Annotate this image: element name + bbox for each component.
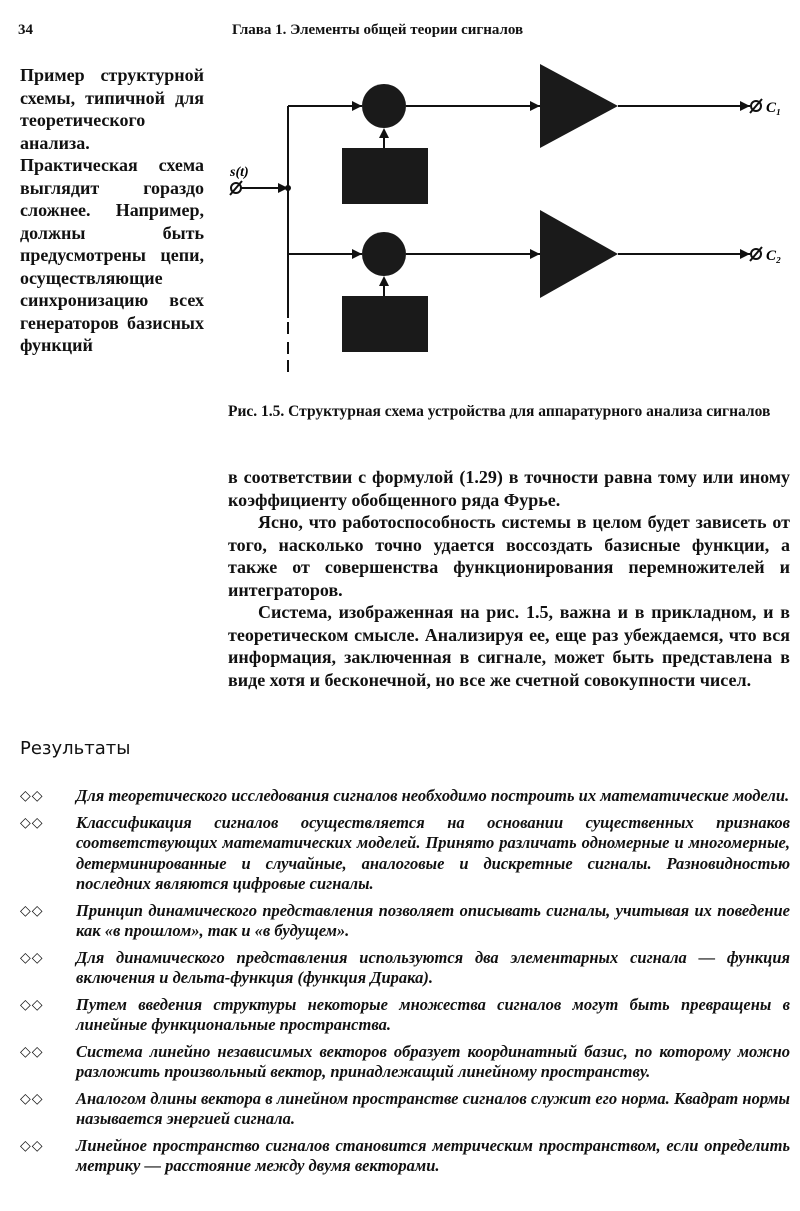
result-text: Путем введения структуры некоторые множества сигналов могут быть превращены в линейные функциональные пространства. — [76, 994, 790, 1034]
body-paragraph: в соответствии с формулой (1.29) в точности равна тому или иному коэффициенту обобщенного ряда Фурье. — [228, 467, 790, 510]
basis-generator-1 — [342, 148, 428, 204]
integrator-1 — [540, 64, 618, 148]
basis-generator-2 — [342, 296, 428, 352]
running-title: Глава 1. Элементы общей теории сигналов — [232, 22, 524, 38]
result-text: Принцип динамического представления позволяет описывать сигналы, учитывая их поведение как «в прошлом», так и «в будущем». — [76, 900, 790, 940]
result-item — [20, 786, 790, 807]
result-text: Классификация сигналов осуществляется на основании существенных признаков соответствующих математических моделей. Принято различать одномерные и многомерные, детерминированные и случайные, аналоговые и дискретные сигналы. Разновидностью последних являются цифровые сигналы. — [76, 812, 790, 893]
result-item — [20, 1042, 790, 1083]
result-text: Система линейно независимых векторов образует координатный базис, по которому можно разложить произвольный вектор, принадлежащий линейному пространству. — [76, 1041, 790, 1081]
input-label: s(t) — [230, 165, 249, 180]
result-item — [20, 1136, 790, 1177]
block-diagram-svg — [220, 58, 800, 378]
diamond-bullet-icon: ◇◇ — [20, 814, 44, 831]
figure-caption: Рис. 1.5. Структурная схема устройства для аппаратурного анализа сигналов — [228, 403, 771, 420]
output-label-1: C₁ — [766, 100, 782, 116]
results-heading: Результаты — [20, 738, 131, 759]
diamond-bullet-icon: ◇◇ — [20, 996, 44, 1013]
body-paragraph: Ясно, что работоспособность системы в целом будет зависеть от того, насколько точно удается воссоздать базисные функции, а также от совершенства функционирования перемножителей и интеграторов. — [228, 512, 790, 600]
result-text: Для теоретического исследования сигналов необходимо построить их математические модели. — [76, 786, 790, 805]
result-item — [20, 948, 790, 989]
diamond-bullet-icon: ◇◇ — [20, 1137, 44, 1154]
output-label-2: C₂ — [766, 248, 782, 264]
page-number: 34 — [18, 22, 33, 38]
result-text: Аналогом длины вектора в линейном пространстве сигналов служит его норма. Квадрат нормы называется энергией сигнала. — [76, 1088, 790, 1128]
results-list — [20, 786, 790, 1183]
margin-note: Пример структурной схемы, типичной для теоретического анализа. Практическая схема выглядит гораздо сложнее. Например, должны быть предусмотрены цепи, осуществляющие синхронизацию всех генераторов базисных функций — [20, 65, 204, 355]
result-item — [20, 1089, 790, 1130]
result-item — [20, 901, 790, 942]
body-paragraph: Система, изображенная на рис. 1.5, важна и в прикладном, и в теоретическом смысле. Анализируя ее, еще раз убеждаемся, что вся информация, заключенная в сигнале, может быть представлена в виде хотя и бесконечной, но все же счетной совокупности чисел. — [228, 602, 790, 690]
diamond-bullet-icon: ◇◇ — [20, 902, 44, 919]
body-text — [228, 466, 790, 691]
diamond-bullet-icon: ◇◇ — [20, 949, 44, 966]
integrator-2 — [540, 210, 618, 298]
diamond-bullet-icon: ◇◇ — [20, 788, 44, 804]
diamond-bullet-icon: ◇◇ — [20, 1090, 44, 1107]
multiplier-2 — [362, 232, 406, 276]
result-item — [20, 995, 790, 1036]
result-text: Линейное пространство сигналов становится метрическим пространством, если определить метрику — расстояние между двумя векторами. — [76, 1135, 790, 1175]
multiplier-1 — [362, 84, 406, 128]
block-diagram — [220, 58, 800, 378]
result-text: Для динамического представления используются два элементарных сигнала — функция включения и дельта-функция (функция Дирака). — [76, 947, 790, 987]
result-item — [20, 813, 790, 895]
diamond-bullet-icon: ◇◇ — [20, 1043, 44, 1060]
